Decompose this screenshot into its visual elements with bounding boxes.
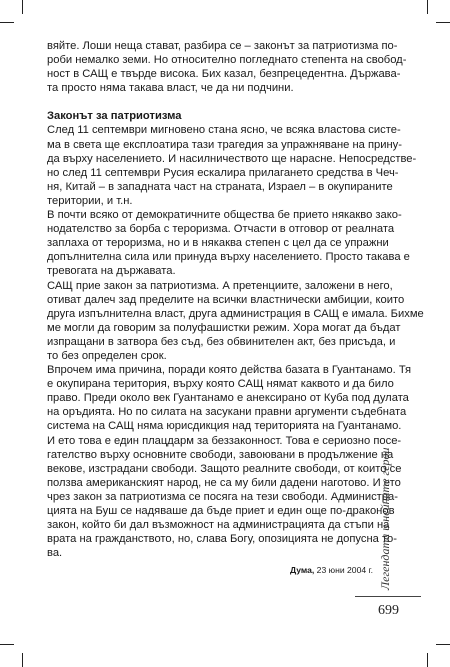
- text-line: роби немалко земи. Но относително погледнато степента на свобод-: [47, 54, 407, 67]
- footer-rule: [355, 596, 421, 597]
- source-name: Дума,: [289, 565, 315, 576]
- text-line: ма в света ще експлоатира тази трагедия за упражняване на прину-: [47, 138, 403, 151]
- text-line: тревогата на държавата.: [47, 265, 176, 278]
- text-line: ня, Китай – в западната част на страната, Израел – в окупираните: [47, 180, 393, 193]
- crop-mark: [436, 644, 450, 645]
- text-line: САЩ прие закон за патриотизма. А претенциите, заложени в него,: [47, 279, 393, 292]
- text-line: ме могли да говорим за полуфашистки режим. Хора могат да бъдат: [47, 321, 401, 334]
- paragraph: [47, 123, 417, 208]
- text-line: И ето това е един плацдарм за беззаконност. Това е сериозно посе-: [47, 434, 402, 447]
- running-book-title: Легендата и нейните герои: [378, 447, 392, 590]
- text-line: друга изпълнителна власт, друга администрация в САЩ е имала. Бихме: [47, 307, 424, 320]
- text-line: векове, изстрадани свободи. Защото реалните свободи, от които се: [47, 462, 402, 475]
- text-line: на оръдията. Но по силата на засукани правни аргументи съдебната: [47, 406, 407, 419]
- text-line: ва.: [47, 547, 63, 560]
- crop-mark: [0, 22, 14, 23]
- page-number: 699: [378, 603, 399, 618]
- section-heading: Законът за патриотизма: [47, 110, 182, 123]
- text-line: гателство върху основните свободи, завоювани в продължение на: [47, 448, 394, 461]
- text-line: та просто няма такава власт, че да ни подчини.: [47, 82, 294, 95]
- text-line: нодателство за борба с тероризма. Отчасти в отговор от реалната: [47, 223, 395, 236]
- text-line: заплаха от тероризма, но и в някаква степен с цел да се упражни: [47, 237, 389, 250]
- paragraph: [47, 279, 424, 364]
- text-line: отиват далеч зад пределите на всички властнически амбиции, които: [47, 293, 405, 306]
- text-line: След 11 септември мигновено стана ясно, че всяка властова систе-: [47, 124, 401, 137]
- text-line: вяйте. Лоши неща стават, разбира се – законът за патриотизма по-: [47, 40, 398, 52]
- text-line: Впрочем има причина, поради която действа базата в Гуантанамо. Тя: [47, 364, 412, 377]
- source-citation: [47, 563, 373, 577]
- text-line: територии, и т.н.: [47, 194, 133, 207]
- paragraph: [47, 208, 410, 278]
- crop-mark: [0, 644, 14, 645]
- text-line: закон, който би дал възможност на администрацията да стъпи на: [47, 519, 390, 532]
- text-line: то без определен срок.: [47, 349, 167, 362]
- text-line: да върху населението. И насилничеството ще нарасне. Непосредстве-: [47, 152, 417, 165]
- text-line: изпращани в затвора без съд, без обвинителен акт, без присъда, и: [47, 335, 396, 348]
- text-line: чрез закон за патриотизма се посяга на тези свободи. Администра-: [47, 490, 398, 503]
- source-date: 23 юни 2004 г.: [314, 565, 373, 576]
- crop-mark: [436, 22, 450, 23]
- text-line: цията на Буш се надяваше да бъде приет и един още по-драконов: [47, 505, 395, 517]
- text-line: право. Преди около век Гуантанамо е анексирано от Куба под дулата: [47, 392, 409, 405]
- text-line: В почти всяко от демократичните общества бе прието някакво зако-: [47, 209, 402, 222]
- crop-mark: [427, 0, 428, 14]
- text-line: система на САЩ няма юрисдикция над територията на Гуантанамо.: [47, 420, 402, 433]
- text-line: допълнителна сила или принуда върху населението. Просто такава е: [47, 251, 410, 264]
- text-line: ност в САЩ е твърде висока. Бих казал, безпрецедентна. Държава-: [47, 68, 401, 81]
- paragraph: [47, 39, 407, 95]
- crop-mark: [22, 0, 23, 14]
- crop-mark: [427, 653, 428, 667]
- text-line: ползва американският народ, не са му били дадени наготово. И ето: [47, 476, 401, 489]
- text-line: но след 11 септември Русия ескалира прилагането средства в Чеч-: [47, 166, 399, 179]
- text-line: е окупирана територия, върху която САЩ нямат каквото и да било: [47, 378, 394, 391]
- text-line: врата на гражданството, но, слава Богу, опозицията не допусна то-: [47, 533, 397, 546]
- crop-mark: [22, 653, 23, 667]
